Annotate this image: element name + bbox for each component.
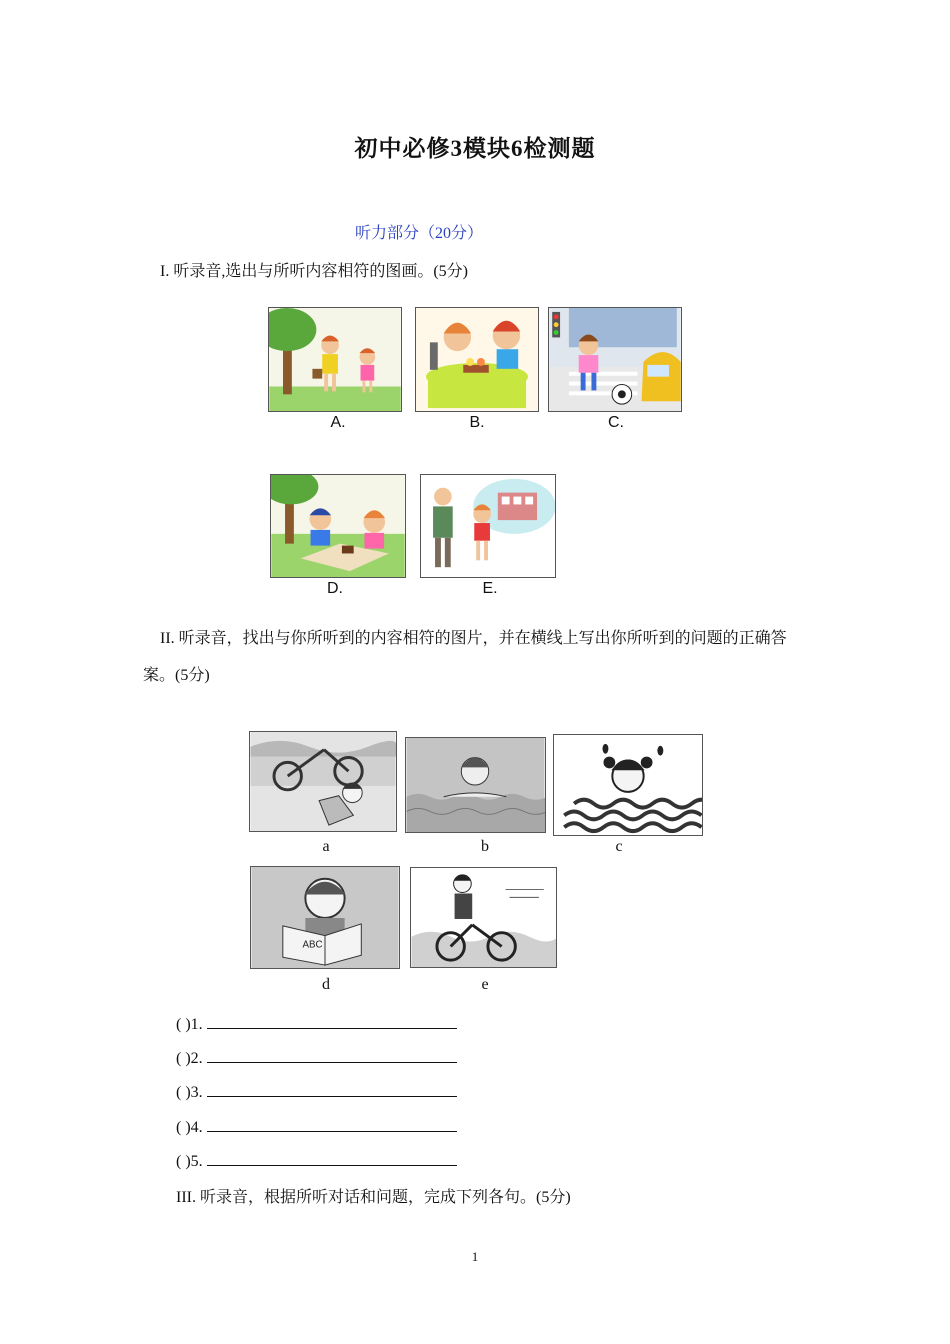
picture-b-party	[415, 307, 539, 412]
answer-blank[interactable]	[207, 1082, 457, 1097]
picture-label: d	[322, 976, 330, 993]
picture-c-drowning	[553, 734, 703, 836]
picture-label: c	[615, 838, 623, 855]
picture-a-bike-fall	[249, 731, 397, 832]
question-3-instruction: III. 听录音，根据所听对话和问题，完成下列各句。(5分)	[176, 1189, 571, 1206]
page-title: 初中必修3模块6检测题	[354, 136, 596, 161]
picture-label: b	[481, 838, 489, 855]
picture-label: D.	[327, 580, 343, 597]
question-2-instruction: II. 听录音，找出与你所听到的内容相符的图片，并在横线上写出你所听到的问题的正确答	[160, 630, 787, 647]
picture-label: a	[322, 838, 330, 855]
picture-e-talking	[420, 474, 556, 578]
picture-d-reading	[250, 866, 400, 969]
answer-line-2: ( )2.	[176, 1048, 457, 1068]
page-number: 1	[471, 1249, 479, 1264]
answer-line-4: ( )4.	[176, 1117, 457, 1137]
picture-e-riding	[410, 867, 557, 968]
answer-blank[interactable]	[207, 1117, 457, 1132]
picture-label: C.	[608, 414, 624, 431]
answer-blank[interactable]	[207, 1151, 457, 1166]
picture-b-swimming	[405, 737, 546, 833]
picture-d-picnic	[270, 474, 406, 578]
picture-a-park-walk	[268, 307, 402, 412]
picture-label: A.	[330, 414, 346, 431]
question-1-instruction: I. 听录音,选出与所听内容相符的图画。(5分)	[160, 263, 468, 280]
answer-line-1: ( )1.	[176, 1014, 457, 1034]
answer-line-5: ( )5.	[176, 1151, 457, 1171]
picture-label: E.	[482, 580, 498, 597]
picture-label: B.	[469, 414, 485, 431]
answer-blank[interactable]	[207, 1048, 457, 1063]
picture-c-street	[548, 307, 682, 412]
section-heading: 听力部分（20分）	[354, 225, 483, 242]
book-text: ABC	[302, 939, 323, 951]
question-2-instruction-cont: 案。(5分)	[143, 667, 210, 684]
picture-label: e	[481, 976, 489, 993]
answer-line-3: ( )3.	[176, 1082, 457, 1102]
answer-blank[interactable]	[207, 1014, 457, 1029]
